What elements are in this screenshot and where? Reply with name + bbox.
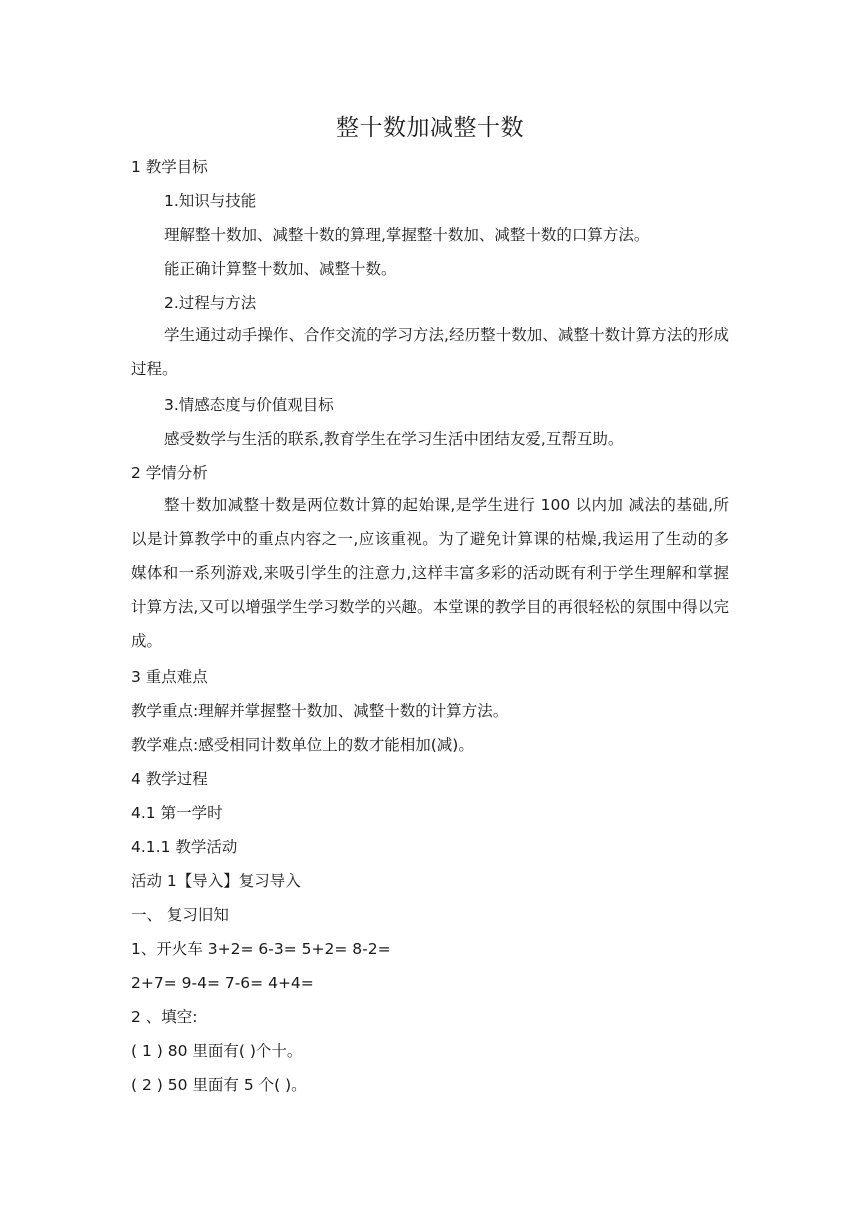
paragraph-emotion: 感受数学与生活的联系,教育学生在学习生活中团结友爱,互帮互助。: [164, 430, 624, 448]
exercise-1-line-2: 2+7= 9-4= 7-6= 4+4=: [131, 974, 314, 992]
heading-learning-analysis: 2 学情分析: [131, 464, 208, 482]
review-heading: 一、 复习旧知: [131, 906, 229, 924]
paragraph-analysis: 整十数加减整十数是两位数计算的起始课,是学生进行 100 以内加 减法的基础,所以是计算教学中的重点内容之一,应该重视。为了避免计算课的枯燥,我运用了生动的多媒体和一系列游戏,来吸引学生的注意力,这样丰富多彩的活动既有利于学生理解和掌握计算方法,又可以增强学生学习数学的兴趣。本堂课的教学目的再很轻松的氛围中得以完成。: [131, 496, 729, 650]
heading-teaching-process: 4 教学过程: [131, 770, 208, 788]
paragraph-calculate: 能正确计算整十数加、减整十数。: [164, 260, 397, 278]
subheading-knowledge-skills: 1.知识与技能: [164, 192, 257, 210]
subheading-process-method: 2.过程与方法: [164, 294, 257, 312]
exercise-2-item-1: ( 1 ) 80 里面有( )个十。: [131, 1042, 303, 1060]
exercise-1-line-1: 1、开火车 3+2= 6-3= 5+2= 8-2=: [131, 940, 391, 958]
paragraph-difficult-point: 教学难点:感受相同计数单位上的数才能相加(减)。: [131, 736, 474, 754]
exercise-2-item-2: ( 2 ) 50 里面有 5 个( )。: [131, 1076, 307, 1094]
paragraph-process: 学生通过动手操作、合作交流的学习方法,经历整十数加、减整十数计算方法的形成过程。: [131, 326, 729, 378]
paragraph-understand: 理解整十数加、减整十数的算理,掌握整十数加、减整十数的口算方法。: [164, 226, 650, 244]
paragraph-key-point: 教学重点:理解并掌握整十数加、减整十数的计算方法。: [131, 702, 509, 720]
exercise-2-heading: 2 、填空:: [131, 1008, 198, 1026]
heading-first-period: 4.1 第一学时: [131, 804, 223, 822]
activity-1-title: 活动 1【导入】复习导入: [131, 872, 301, 890]
heading-key-points: 3 重点难点: [131, 668, 208, 686]
subheading-emotion-values: 3.情感态度与价值观目标: [164, 396, 334, 414]
document-title: 整十数加减整十数: [336, 115, 524, 141]
heading-teaching-goals: 1 教学目标: [131, 158, 208, 176]
heading-teaching-activities: 4.1.1 教学活动: [131, 838, 238, 856]
